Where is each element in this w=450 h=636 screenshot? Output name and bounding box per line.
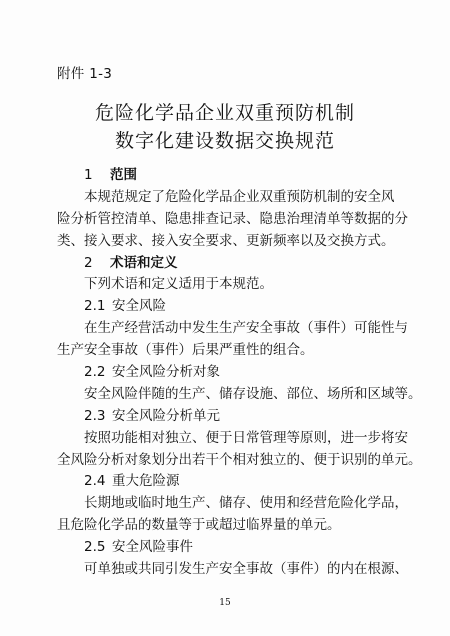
subsection-title: 安全风险分析单元: [112, 407, 220, 424]
subsection-number: 2.4: [84, 473, 106, 490]
page-number: 15: [219, 598, 231, 608]
document-title-line-1: 危险化学品企业双重预防机制: [94, 102, 355, 124]
section-title: 术语和定义: [110, 254, 178, 271]
subsection-2-4-heading: [84, 472, 398, 490]
subsection-title: 安全风险事件: [112, 539, 193, 556]
section-1-heading: [84, 166, 398, 184]
paragraph-line: 下列术语和定义适用于本规范。: [84, 276, 273, 293]
subsection-2-3-heading: [84, 407, 398, 425]
paragraph-line: 按照功能相对独立、便于日常管理等原则，进一步将安: [84, 429, 408, 446]
annex-label: 附件 1-3: [57, 66, 113, 82]
paragraph-line: 在生产经营活动中发生生产安全事故（事件）可能性与: [84, 320, 408, 337]
paragraph-line: 安全风险伴随的生产、储存设施、部位、场所和区域等。: [84, 385, 422, 402]
section-number: 2: [84, 254, 93, 271]
subsection-number: 2.3: [84, 407, 106, 424]
subsection-2-5-heading: [84, 538, 398, 556]
subsection-number: 2.2: [84, 364, 106, 380]
subsection-number: 2.1: [84, 298, 106, 315]
paragraph-line: 可单独或共同引发生产安全事故（事件）的内在根源、: [84, 561, 408, 577]
paragraph-line: 本规范规定了危险化学品企业双重预防机制的安全风: [84, 188, 395, 205]
section-number: 1: [84, 167, 93, 183]
subsection-number: 2.5: [84, 539, 106, 556]
section-2-heading: [84, 254, 398, 272]
subsection-title: 安全风险分析对象: [112, 364, 220, 380]
subsection-2-1-heading: [84, 297, 398, 315]
paragraph-line: 全风险分析对象划分出若干个相对独立的、便于识别的单元。: [57, 451, 422, 468]
paragraph-line: 长期地或临时地生产、储存、使用和经营危险化学品，: [84, 495, 408, 512]
paragraph-line: 且危险化学品的数量等于或超过临界量的单元。: [57, 517, 341, 534]
paragraph-line: 险分析管控清单、隐患排查记录、隐患治理清单等数据的分: [57, 210, 408, 227]
subsection-title: 安全风险: [112, 298, 166, 315]
subsection-2-2-heading: [84, 363, 398, 381]
subsection-title: 重大危险源: [112, 473, 180, 490]
section-title: 范围: [110, 167, 137, 183]
document-title-line-2: 数字化建设数据交换规范: [114, 130, 335, 152]
paragraph-line: 类、接入要求、接入安全要求、更新频率以及交换方式。: [57, 232, 395, 249]
paragraph-line: 生产安全事故（事件）后果严重性的组合。: [57, 342, 314, 359]
